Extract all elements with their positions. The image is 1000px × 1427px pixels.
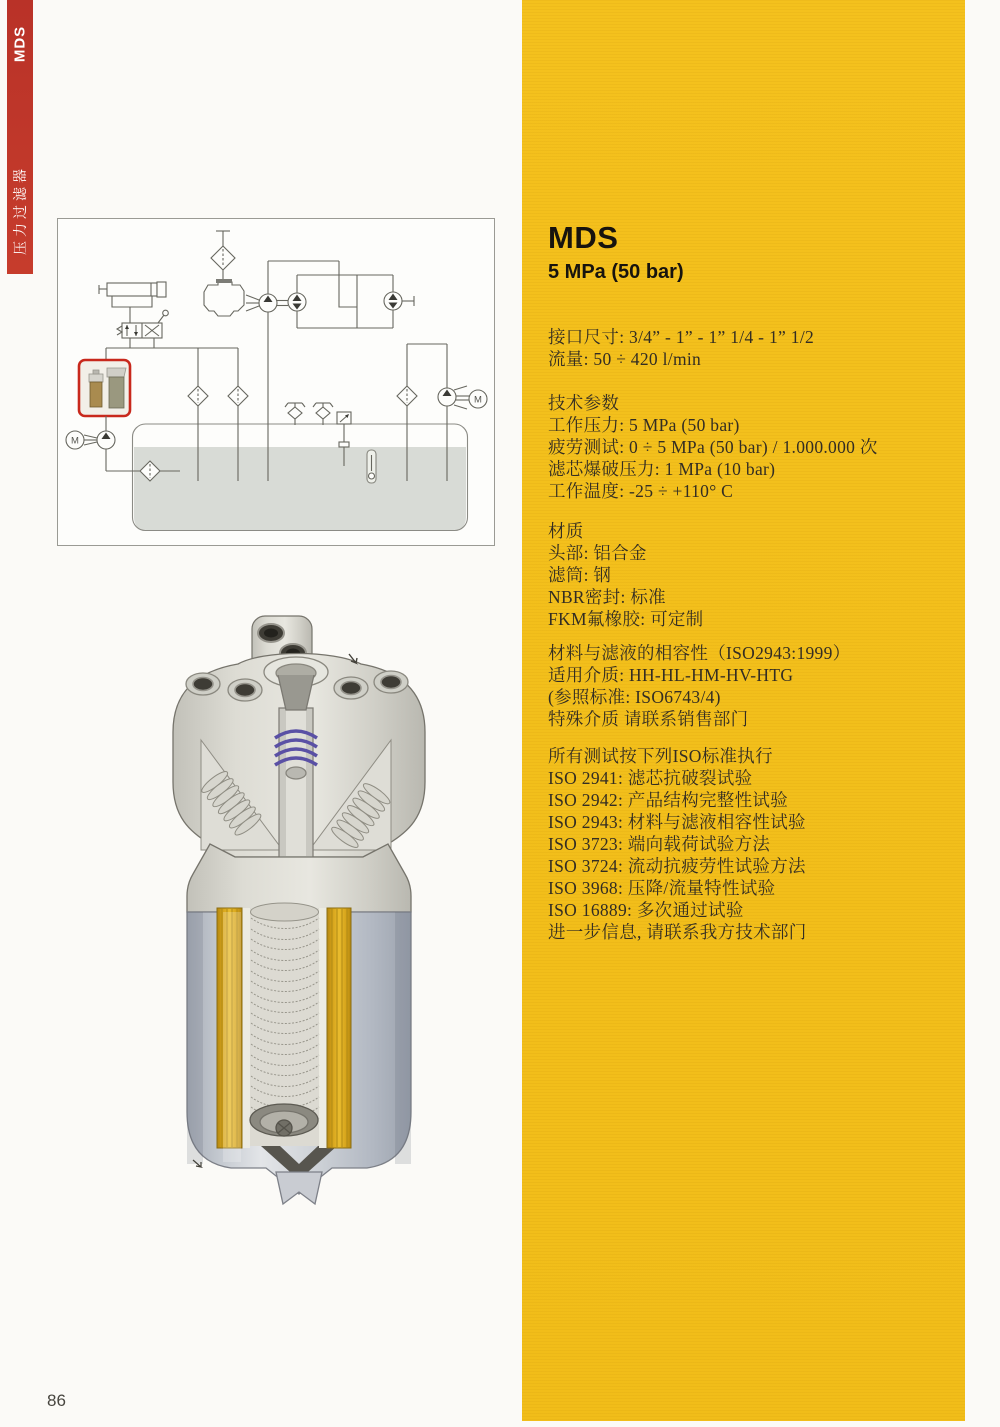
filter-cutaway-illustration	[163, 612, 435, 1212]
tank-symbol	[133, 424, 468, 531]
text-line: 滤筒: 钢	[548, 565, 612, 585]
spec-section-materials	[548, 520, 951, 630]
text-line: 材质	[548, 521, 584, 541]
engine-symbol	[204, 279, 259, 316]
text-line: 进一步信息, 请联系我方技术部门	[548, 922, 807, 942]
text-line: 疲劳测试: 0 ÷ 5 MPa (50 bar) / 1.000.000 次	[548, 437, 878, 457]
product-photo	[79, 360, 130, 431]
level-gauge-symbol	[367, 450, 376, 483]
hydraulic-circuit-diagram	[57, 218, 495, 546]
filter-head	[173, 654, 425, 869]
text-line: ISO 2942: 产品结构完整性试验	[548, 790, 789, 810]
spec-section-compatibility	[548, 642, 951, 730]
text-line: 技术参数	[548, 393, 620, 413]
side-tab-model-label: MDS	[11, 25, 29, 63]
text-line: 工作压力: 5 MPa (50 bar)	[548, 415, 740, 435]
text-line: ISO 3723: 端向载荷试验方法	[548, 834, 771, 854]
text-line: ISO 2943: 材料与滤液相容性试验	[548, 812, 806, 832]
directional-valve-symbol	[117, 310, 168, 348]
return-filter-symbol	[188, 386, 248, 406]
circuit-loop	[268, 261, 393, 328]
page-number: 86	[47, 1391, 66, 1410]
text-line: FKM氟橡胶: 可定制	[548, 609, 704, 629]
spec-section-technical	[548, 392, 951, 502]
bowl-foot	[276, 1172, 322, 1204]
text-line: 滤芯爆破压力: 1 MPa (10 bar)	[548, 459, 776, 479]
filter-bowl	[187, 903, 411, 1204]
text-line: 工作温度: -25 ÷ +110° C	[548, 481, 734, 501]
spec-panel	[522, 0, 965, 1421]
text-line: 特殊介质 请联系销售部门	[548, 709, 749, 729]
product-pressure-rating: 5 MPa (50 bar)	[548, 261, 684, 283]
side-tab	[7, 0, 33, 274]
spec-section-iso-standards	[548, 745, 951, 943]
text-line: ISO 3724: 流动抗疲劳性试验方法	[548, 856, 806, 876]
text-line: 适用介质: HH-HL-HM-HV-HTG	[548, 665, 794, 685]
pump-motor-symbol	[288, 293, 306, 311]
spec-section-ports-flow	[548, 326, 951, 370]
text-line: 接口尺寸: 3/4” - 1” - 1” 1/4 - 1” 1/2	[548, 327, 815, 347]
text-line: 材料与滤液的相容性（ISO2943:1999）	[548, 643, 851, 663]
text-line: 流量: 50 ÷ 420 l/min	[548, 349, 702, 369]
breather-symbol	[285, 403, 333, 425]
side-tab-category-label: 压力过滤器	[14, 165, 29, 255]
air-filter-symbol	[211, 231, 235, 282]
text-line: ISO 3968: 压降/流量特性试验	[548, 878, 776, 898]
text-line: 所有测试按下列ISO标准执行	[548, 746, 773, 766]
product-title: MDS	[548, 220, 619, 255]
text-line: ISO 16889: 多次通过试验	[548, 900, 744, 920]
text-line: NBR密封: 标准	[548, 587, 666, 607]
motor-label: M	[474, 394, 482, 406]
cylinder-symbol	[99, 282, 166, 323]
text-line: ISO 2941: 滤芯抗破裂试验	[548, 768, 753, 788]
hydraulic-motor-symbol	[384, 292, 414, 310]
text-line: 头部: 铝合金	[548, 543, 647, 563]
pump-symbol	[259, 294, 288, 312]
bypass-valve-cup	[250, 1104, 318, 1136]
text-line: (参照标准: ISO6743/4)	[548, 687, 721, 707]
motor-label: M	[71, 435, 79, 447]
